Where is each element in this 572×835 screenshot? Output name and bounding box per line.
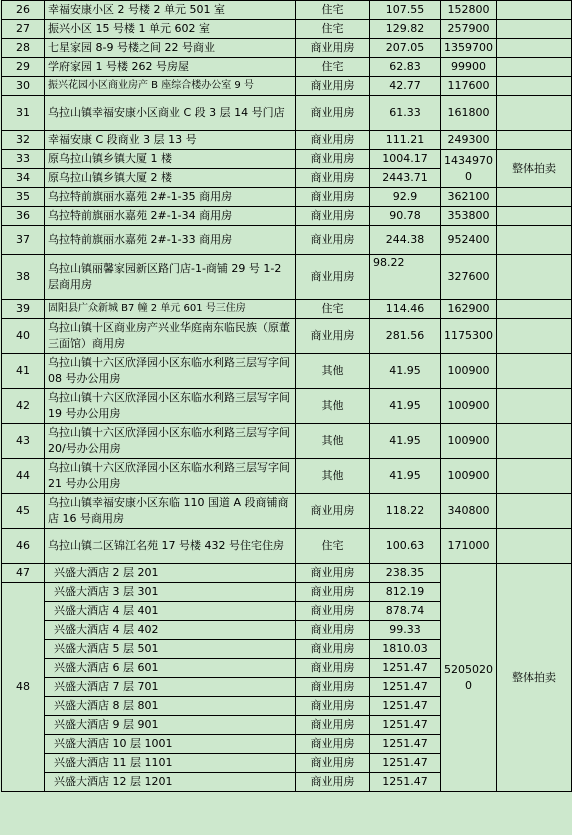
row-number: 46: [2, 529, 45, 564]
property-price: 340800: [441, 494, 497, 529]
property-price: 171000: [441, 529, 497, 564]
property-type: 商业用房: [296, 131, 370, 150]
property-address: 振兴小区 15 号楼 1 单元 602 室: [45, 20, 296, 39]
property-type: 商业用房: [296, 678, 370, 697]
property-type: 商业用房: [296, 773, 370, 792]
property-address: 乌拉山镇幸福安康小区商业 C 段 3 层 14 号门店: [45, 96, 296, 131]
property-type: 商业用房: [296, 564, 370, 583]
group-number: 48: [2, 583, 45, 792]
property-price: 353800: [441, 207, 497, 226]
property-address: 兴盛大酒店 7 层 701: [45, 678, 296, 697]
property-address: 乌拉山镇十六区欣泽园小区东临水利路三层写字间 21 号办公用房: [45, 459, 296, 494]
property-type: 商业用房: [296, 96, 370, 131]
row-number: 33: [2, 150, 45, 169]
property-area: 281.56: [370, 319, 441, 354]
property-area: 1251.47: [370, 735, 441, 754]
property-type: 商业用房: [296, 697, 370, 716]
property-area: 114.46: [370, 300, 441, 319]
property-type: 住宅: [296, 300, 370, 319]
property-area: 878.74: [370, 602, 441, 621]
property-type: 商业用房: [296, 77, 370, 96]
property-note: [497, 188, 572, 207]
property-address: 乌拉山镇十六区欣泽园小区东临水利路三层写字间 20/号办公用房: [45, 424, 296, 459]
property-area: 1004.17: [370, 150, 441, 169]
property-note: [497, 319, 572, 354]
property-address: 原乌拉山镇乡镇大厦 1 楼: [45, 150, 296, 169]
property-type: 商业用房: [296, 754, 370, 773]
row-number: 35: [2, 188, 45, 207]
property-note: [497, 77, 572, 96]
property-address: 原乌拉山镇乡镇大厦 2 楼: [45, 169, 296, 188]
property-note: [497, 300, 572, 319]
property-price: 249300: [441, 131, 497, 150]
property-area: 118.22: [370, 494, 441, 529]
property-address: 乌拉山镇幸福安康小区东临 110 国道 A 段商铺商店 16 号商用房: [45, 494, 296, 529]
table-row: [2, 77, 572, 96]
property-note: [497, 424, 572, 459]
property-type: 其他: [296, 389, 370, 424]
table-row: [2, 354, 572, 389]
property-price: 100900: [441, 354, 497, 389]
table-row: [2, 150, 572, 169]
property-type: 住宅: [296, 529, 370, 564]
row-number: 42: [2, 389, 45, 424]
property-type: 商业用房: [296, 640, 370, 659]
property-area: 62.83: [370, 58, 441, 77]
property-type: 商业用房: [296, 735, 370, 754]
property-note: [497, 255, 572, 300]
property-area: 41.95: [370, 459, 441, 494]
property-area: 2443.71: [370, 169, 441, 188]
property-type: 商业用房: [296, 716, 370, 735]
property-note: [497, 389, 572, 424]
row-number: 34: [2, 169, 45, 188]
property-address: 乌拉特前旗丽水嘉苑 2#-1-33 商用房: [45, 226, 296, 255]
table-row: [2, 564, 572, 583]
property-note: [497, 131, 572, 150]
property-address: 幸福安康小区 2 号楼 2 单元 501 室: [45, 1, 296, 20]
property-type: 商业用房: [296, 583, 370, 602]
property-area: 1251.47: [370, 678, 441, 697]
property-address: 兴盛大酒店 10 层 1001: [45, 735, 296, 754]
property-address: 兴盛大酒店 5 层 501: [45, 640, 296, 659]
property-type: 商业用房: [296, 319, 370, 354]
property-price: 100900: [441, 424, 497, 459]
row-number: 39: [2, 300, 45, 319]
property-address: 七星家园 8-9 号楼之间 22 号商业: [45, 39, 296, 58]
property-address: 兴盛大酒店 3 层 301: [45, 583, 296, 602]
property-note: [497, 39, 572, 58]
row-number: 31: [2, 96, 45, 131]
price-line-1: 1434970: [444, 153, 493, 167]
property-area: 99.33: [370, 621, 441, 640]
table-row: [2, 96, 572, 131]
row-number: 43: [2, 424, 45, 459]
price-line-2: 0: [465, 169, 472, 183]
row-number: 30: [2, 77, 45, 96]
table-row: [2, 207, 572, 226]
property-address: 兴盛大酒店 4 层 402: [45, 621, 296, 640]
row-number: 28: [2, 39, 45, 58]
property-address: 兴盛大酒店 11 层 1101: [45, 754, 296, 773]
property-address: 乌拉山镇十区商业房产兴业华庭南东临民族（原董三面馆）商用房: [45, 319, 296, 354]
property-note: [497, 494, 572, 529]
property-address: 乌拉山镇丽馨家园新区路门店-1-商铺 29 号 1-2 层商用房: [45, 255, 296, 300]
property-note: 整体拍卖: [497, 150, 572, 188]
property-address: 乌拉特前旗丽水嘉苑 2#-1-34 商用房: [45, 207, 296, 226]
row-number: 32: [2, 131, 45, 150]
property-price: 257900: [441, 20, 497, 39]
row-number: 40: [2, 319, 45, 354]
table-row: [2, 319, 572, 354]
property-price: 117600: [441, 77, 497, 96]
table-row: [2, 39, 572, 58]
row-number: 29: [2, 58, 45, 77]
property-area: 61.33: [370, 96, 441, 131]
property-note: [497, 354, 572, 389]
property-address: 乌拉特前旗丽水嘉苑 2#-1-35 商用房: [45, 188, 296, 207]
property-area: 238.35: [370, 564, 441, 583]
property-price: 362100: [441, 188, 497, 207]
table-row: [2, 188, 572, 207]
property-type: 商业用房: [296, 169, 370, 188]
row-number: 41: [2, 354, 45, 389]
property-price: 100900: [441, 389, 497, 424]
property-price: [441, 150, 497, 188]
property-table: [1, 0, 572, 792]
property-price: 161800: [441, 96, 497, 131]
property-address: 兴盛大酒店 12 层 1201: [45, 773, 296, 792]
table-row: [2, 300, 572, 319]
property-area: 42.77: [370, 77, 441, 96]
property-price: 99900: [441, 58, 497, 77]
property-type: 商业用房: [296, 207, 370, 226]
property-area: 107.55: [370, 1, 441, 20]
property-address: 兴盛大酒店 8 层 801: [45, 697, 296, 716]
property-area: 1251.47: [370, 754, 441, 773]
property-type: 住宅: [296, 1, 370, 20]
property-address: 兴盛大酒店 2 层 201: [45, 564, 296, 583]
table-row: [2, 58, 572, 77]
table-row: [2, 131, 572, 150]
property-type: 其他: [296, 459, 370, 494]
property-address: 固阳县广众新城 B7 幢 2 单元 601 号三住房: [45, 300, 296, 319]
property-address: 学府家园 1 号楼 262 号房屋: [45, 58, 296, 77]
table-row: [2, 389, 572, 424]
property-area: 812.19: [370, 583, 441, 602]
property-note: [497, 459, 572, 494]
property-price: 1175300: [441, 319, 497, 354]
row-number: 37: [2, 226, 45, 255]
property-address: 兴盛大酒店 9 层 901: [45, 716, 296, 735]
property-price: 162900: [441, 300, 497, 319]
table-row: [2, 494, 572, 529]
table-row: [2, 424, 572, 459]
property-type: 商业用房: [296, 188, 370, 207]
property-type: 其他: [296, 354, 370, 389]
row-number: 36: [2, 207, 45, 226]
table-row: [2, 20, 572, 39]
property-note: [497, 96, 572, 131]
property-price: 327600: [441, 255, 497, 300]
property-area: 41.95: [370, 354, 441, 389]
row-number: 26: [2, 1, 45, 20]
property-price: 952400: [441, 226, 497, 255]
property-area: 207.05: [370, 39, 441, 58]
property-area: 100.63: [370, 529, 441, 564]
group-price: 52050200: [441, 564, 497, 792]
property-address: 幸福安康 C 段商业 3 层 13 号: [45, 131, 296, 150]
row-number: 47: [2, 564, 45, 583]
property-address: 乌拉山镇十六区欣泽园小区东临水利路三层写字间 08 号办公用房: [45, 354, 296, 389]
property-address: 兴盛大酒店 4 层 401: [45, 602, 296, 621]
property-address: 乌拉山镇十六区欣泽园小区东临水利路三层写字间 19 号办公用房: [45, 389, 296, 424]
property-address: 乌拉山镇二区锦江名苑 17 号楼 432 号住宅住房: [45, 529, 296, 564]
property-area: 41.95: [370, 424, 441, 459]
property-area: 1810.03: [370, 640, 441, 659]
property-area: 90.78: [370, 207, 441, 226]
table-row: [2, 255, 572, 300]
property-area: 244.38: [370, 226, 441, 255]
property-type: 商业用房: [296, 39, 370, 58]
table-row: [2, 529, 572, 564]
property-type: 商业用房: [296, 494, 370, 529]
row-number: 38: [2, 255, 45, 300]
property-note: [497, 226, 572, 255]
property-type: 商业用房: [296, 226, 370, 255]
property-note: [497, 58, 572, 77]
property-area: 1251.47: [370, 659, 441, 678]
property-address: 兴盛大酒店 6 层 601: [45, 659, 296, 678]
row-number: 27: [2, 20, 45, 39]
table-row: [2, 459, 572, 494]
table-row: [2, 226, 572, 255]
row-number: 44: [2, 459, 45, 494]
property-type: 商业用房: [296, 659, 370, 678]
row-number: 45: [2, 494, 45, 529]
property-area: 98.22: [370, 255, 441, 300]
property-area: 41.95: [370, 389, 441, 424]
property-note: [497, 207, 572, 226]
property-price: 100900: [441, 459, 497, 494]
property-note: [497, 1, 572, 20]
property-type: 其他: [296, 424, 370, 459]
property-price: 1359700: [441, 39, 497, 58]
table-row: [2, 1, 572, 20]
property-area: 1251.47: [370, 697, 441, 716]
group-note: 整体拍卖: [497, 564, 572, 792]
property-type: 商业用房: [296, 602, 370, 621]
property-area: 129.82: [370, 20, 441, 39]
property-type: 商业用房: [296, 255, 370, 300]
property-area: 1251.47: [370, 716, 441, 735]
property-area: 1251.47: [370, 773, 441, 792]
property-area: 92.9: [370, 188, 441, 207]
property-type: 商业用房: [296, 621, 370, 640]
property-price: 152800: [441, 1, 497, 20]
property-note: [497, 529, 572, 564]
property-area: 111.21: [370, 131, 441, 150]
property-type: 住宅: [296, 20, 370, 39]
property-type: 商业用房: [296, 150, 370, 169]
property-type: 住宅: [296, 58, 370, 77]
property-address: 振兴花园小区商业房产 B 座综合楼办公室 9 号: [45, 77, 296, 96]
property-note: [497, 20, 572, 39]
